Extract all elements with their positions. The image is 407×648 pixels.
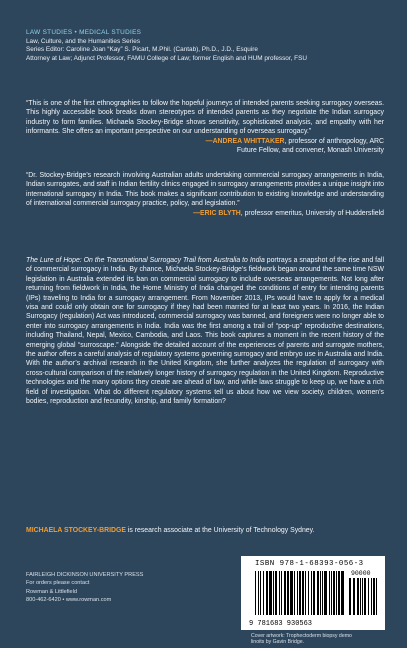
endorser-affiliation: Future Fellow, and convener, Monash University [236, 147, 384, 155]
endorsement-text: “Dr. Stockey-Bridge’s research involving Australian adults undertaking commercial surrogacy arrangements in India, Indian surrogates, and staff in Indian fertility clinics engaged in surrogacy arrangements provides a unique insight into international surrogacy in India. This book makes a significant contribution to existing knowledge and understanding of international commercial surrogacy practice, policy, and legislation.” [26, 172, 384, 208]
series-info [26, 29, 386, 63]
description-text: portrays a snapshot of the rise and fall of commercial surrogacy in India. By chance, Michaela Stockey-Bridge’s fieldwork began around the same time NSW legislation in Australia extended its ban on commercial surrogacy to include overseas arrangements. Not long after returning from fieldwork in India, the Home Ministry of India changed the conditions of entry for intending parents (IPs) traveling to India for a surrogacy arrangement. From November 2013, IPs would have to apply for a medical visa and could only obtain one for surrogacy if they had been married for at least two years. In 2016, the Indian Surrogacy (regulation) Act was introduced, commercial surrogacy was banned, and foreigners were no longer able to enter into surrogacy arrangements in India. India was the first among a trail of “pop-up” reproductive destinations, including Thailand, Nepal, Mexico, Cambodia, and Laos. This book captures a moment in the recent history of the emerging global “surroscape.” Alongside the detailed account of the experiences of parents and surrogate mothers, the author offers a careful analysis of regulatory systems governing surrogacy and embryo use in Australia and India. With the author’s archival research in the United Kingdom, she further analyzes the regulation of surrogacy with cross-cultural comparison of the relatively longer history of surrogacy regulation in the United Kingdom. Reproductive technologies and the many options they create are ahead of law, and while laws struggle to keep up, we have a rich field of investigation. What do different regulatory systems tell us about how we view society, children, women’s bodies, reproduction and fecundity, kinship, and family formation? [26, 257, 384, 406]
publisher-name: FAIRLEIGH DICKINSON UNIVERSITY PRESS [26, 572, 144, 578]
book-description [26, 256, 384, 407]
isbn-label: ISBN 978-1-68393-056-3 [255, 560, 364, 568]
orders-note: For orders please contact [26, 580, 90, 587]
author-bio-text: is research associate at the University of Technology Sydney. [125, 527, 315, 534]
distributor-name: Rowman & Littlefield [26, 588, 77, 595]
endorser-name: —ERIC BLYTH [193, 209, 241, 217]
series-name: Law, Culture, and the Humanities Series [26, 37, 141, 45]
book-title: The Lure of Hope: On the Transnational Surrogacy Trail from Australia to India [26, 257, 265, 264]
series-editor: Series Editor: Caroline Joan “Kay” S. Picart, M.Phil. (Cantab), Ph.D., J.D., Esquire [26, 46, 258, 54]
cover-credit [251, 633, 391, 646]
series-categories: LAW STUDIES • MEDICAL STUDIES [26, 29, 142, 36]
endorsement-attribution [26, 209, 384, 218]
endorser-title: , professor emeritus, University of Huddersfield [240, 209, 384, 217]
endorsement-whittaker [26, 99, 384, 155]
barcode-graphic [247, 569, 379, 627]
endorser-title: , professor of anthropology, ARC [284, 137, 384, 145]
endorsement-text: “This is one of the first ethnographies to follow the hopeful journeys of intended parents seeking surrogacy overseas. This highly accessible book breaks down stereotypes of intended parents as they negotiate the Indian surrogacy industry to form families. Michaela Stockey-Bridge shows sensitivity, sophisticated analysis, and empathy with her informants. She offers an important perspective on our understanding of overseas surrogacy.” [26, 100, 384, 136]
endorsement-blyth [26, 171, 384, 218]
cover-credit-line1: Cover artwork: Trophectoderm biopsy demo [251, 633, 352, 639]
author-bio [26, 526, 384, 535]
publisher-contact: 800-462-6420 • www.rowman.com [26, 597, 112, 604]
price-code: 90000 [351, 570, 371, 577]
cover-credit-line2: linoits by Gavin Bridge. [251, 639, 305, 646]
endorsement-attribution [26, 137, 384, 146]
series-editor-credentials: Attorney at Law; Adjunct Professor, FAMU College of Law; former English and HUM professor, FSU [26, 54, 307, 62]
isbn-barcode [241, 556, 385, 630]
publisher-info [26, 571, 143, 605]
endorser-name: —ANDREA WHITTAKER [205, 137, 285, 145]
barcode-digits: 9 781683 930563 [249, 620, 313, 627]
author-name: MICHAELA STOCKEY-BRIDGE [26, 527, 126, 534]
